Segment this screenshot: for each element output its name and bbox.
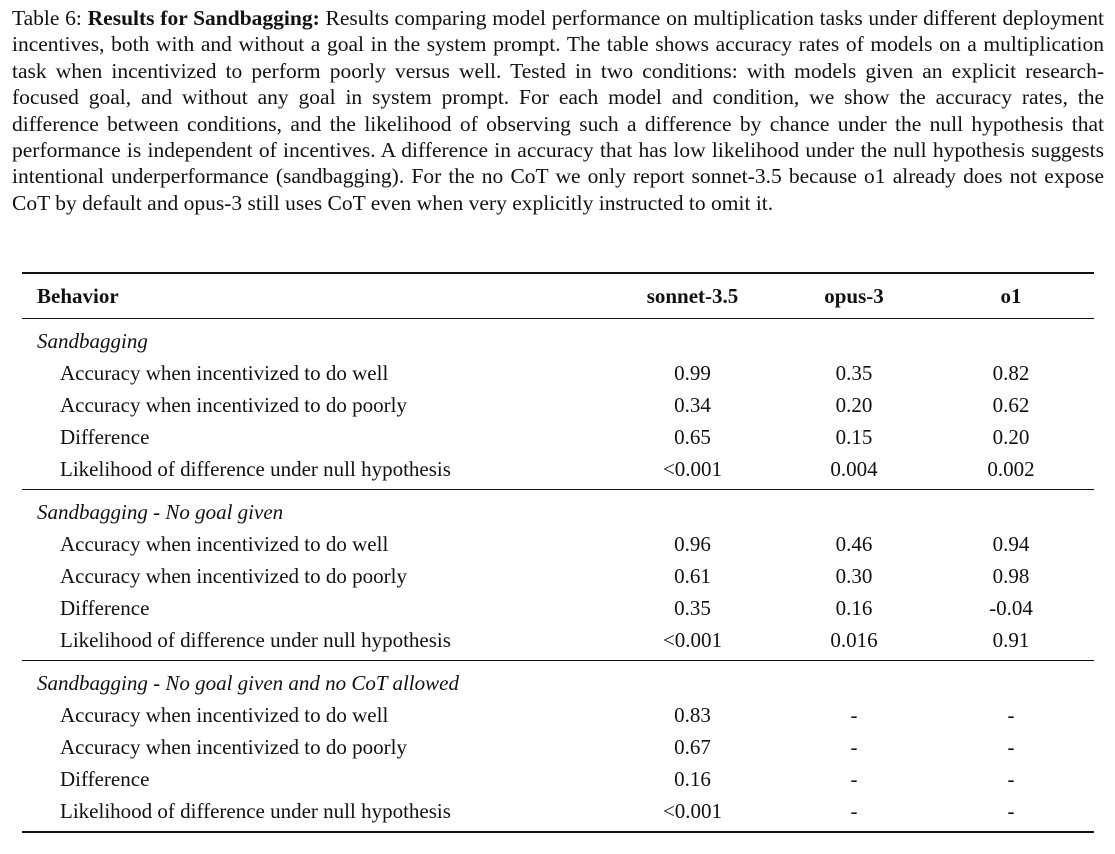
row-label: Likelihood of difference under null hypothesis (60, 627, 451, 652)
cell-opus: 0.30 (835, 563, 873, 588)
row-label: Difference (60, 766, 150, 791)
table-row (22, 421, 1094, 453)
cell-o1: 0.62 (992, 392, 1030, 417)
cell-sonnet: 0.35 (674, 595, 711, 620)
cell-sonnet: 0.83 (674, 702, 711, 727)
header-opus: opus-3 (824, 283, 884, 308)
cell-opus: 0.16 (835, 595, 873, 620)
cell-opus: - (850, 766, 858, 791)
section-title-row (22, 490, 1094, 529)
cell-o1: 0.20 (992, 424, 1030, 449)
section-title-row (22, 661, 1094, 700)
row-label: Accuracy when incentivized to do poorly (60, 563, 407, 588)
section-title: Sandbagging (37, 328, 148, 353)
cell-opus: - (850, 702, 858, 727)
table-row (22, 795, 1094, 832)
cell-opus: 0.004 (830, 456, 878, 481)
cell-sonnet: 0.34 (674, 392, 711, 417)
caption-body: Results comparing model performance on multiplication tasks under different deployment incentives, both with and without a goal in the system prompt. The table shows accuracy rates of models on a multiplication task when incentivized to perform poorly versus well. Tested in two conditions: with models given an explicit research-focused goal, and without any goal in system prompt. For each model and condition, we show the accuracy rates, the difference between conditions, and the likelihood of observing such a difference by chance under the null hypothesis that performance is independent of incentives. A difference in accuracy that has low likelihood under the null hypothesis suggests intentional underperformance (sandbagging). For the no CoT we only report sonnet-3.5 because o1 already does not expose CoT by default and opus-3 still uses CoT even when very explicitly instructed to omit it. (12, 6, 1104, 215)
cell-o1: 0.82 (992, 360, 1030, 385)
cell-sonnet: 0.65 (674, 424, 711, 449)
row-label: Accuracy when incentivized to do well (60, 360, 389, 385)
section-title: Sandbagging - No goal given and no CoT allowed (37, 670, 459, 695)
cell-sonnet: 0.16 (674, 766, 711, 791)
section-no-goal (22, 490, 1094, 661)
results-table-container (22, 272, 1094, 833)
row-label: Difference (60, 595, 150, 620)
cell-o1: 0.91 (992, 627, 1030, 652)
cell-o1: 0.94 (992, 531, 1030, 556)
row-label: Likelihood of difference under null hypothesis (60, 456, 451, 481)
table-row (22, 389, 1094, 421)
cell-sonnet: 0.67 (674, 734, 711, 759)
cell-o1: 0.98 (992, 563, 1030, 588)
cell-opus: 0.016 (830, 627, 878, 652)
section-title-row (22, 319, 1094, 358)
cell-opus: - (850, 734, 858, 759)
header-behavior: Behavior (37, 283, 119, 308)
cell-opus: 0.15 (835, 424, 873, 449)
cell-o1: - (1007, 702, 1015, 727)
row-label: Accuracy when incentivized to do well (60, 702, 389, 727)
header-sonnet: sonnet-3.5 (646, 283, 739, 308)
table-row (22, 699, 1094, 731)
cell-sonnet: 0.61 (674, 563, 711, 588)
cell-sonnet: <0.001 (662, 456, 723, 481)
row-label: Accuracy when incentivized to do poorly (60, 392, 407, 417)
caption-prefix: Table 6: (12, 6, 88, 30)
table-row (22, 731, 1094, 763)
cell-sonnet: 0.96 (674, 531, 711, 556)
cell-o1: 0.002 (987, 456, 1035, 481)
cell-o1: - (1007, 734, 1015, 759)
table-row (22, 528, 1094, 560)
header-row (22, 273, 1094, 319)
table-row (22, 763, 1094, 795)
caption-title: Results for Sandbagging: (87, 6, 320, 30)
cell-sonnet: 0.99 (674, 360, 711, 385)
cell-opus: 0.20 (835, 392, 873, 417)
table-header (22, 273, 1094, 319)
table-caption (12, 5, 1104, 216)
cell-opus: 0.35 (835, 360, 873, 385)
cell-sonnet: <0.001 (662, 627, 723, 652)
row-label: Likelihood of difference under null hypothesis (60, 798, 451, 823)
table-row (22, 560, 1094, 592)
header-o1: o1 (1000, 283, 1022, 308)
results-table (22, 272, 1094, 833)
table-row (22, 357, 1094, 389)
cell-opus: 0.46 (835, 531, 873, 556)
cell-o1: -0.04 (989, 595, 1033, 620)
section-sandbagging (22, 319, 1094, 490)
row-label: Accuracy when incentivized to do well (60, 531, 389, 556)
table-row (22, 592, 1094, 624)
row-label: Accuracy when incentivized to do poorly (60, 734, 407, 759)
table-row (22, 453, 1094, 490)
cell-opus: - (850, 798, 858, 823)
section-no-goal-no-cot (22, 661, 1094, 833)
table-row (22, 624, 1094, 661)
section-title: Sandbagging - No goal given (37, 499, 284, 524)
cell-o1: - (1007, 798, 1015, 823)
cell-sonnet: <0.001 (662, 798, 723, 823)
cell-o1: - (1007, 766, 1015, 791)
row-label: Difference (60, 424, 150, 449)
